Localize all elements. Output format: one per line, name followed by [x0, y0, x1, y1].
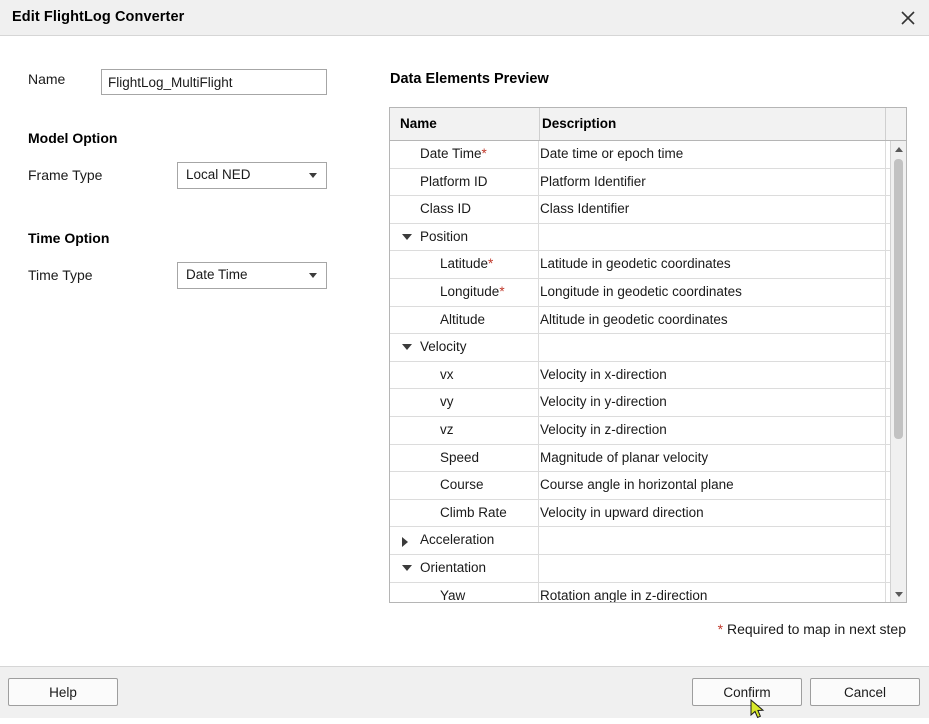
confirm-button[interactable]: Confirm: [692, 678, 802, 706]
cell-name: [390, 251, 539, 278]
cell-name: [390, 445, 539, 472]
element-name: vx: [440, 366, 454, 382]
element-name: Orientation: [420, 559, 487, 575]
cell-name: [390, 307, 539, 334]
frame-type-value: Local NED: [186, 167, 251, 182]
window-title: Edit FlightLog Converter: [12, 9, 185, 25]
help-button[interactable]: Help: [8, 678, 118, 706]
cell-name: [390, 362, 539, 389]
required-star-icon: *: [499, 283, 505, 299]
required-star-icon: *: [481, 146, 487, 161]
frame-type-dropdown[interactable]: [177, 162, 327, 189]
table-row[interactable]: [390, 527, 906, 555]
element-description: Magnitude of planar velocity: [540, 449, 709, 465]
model-option-heading: Model Option: [28, 130, 118, 146]
frame-type-label: Frame Type: [28, 167, 103, 183]
table-row[interactable]: [390, 307, 906, 335]
element-description: Class Identifier: [540, 201, 630, 217]
element-description: Velocity in z-direction: [540, 421, 667, 437]
cell-name: [390, 527, 539, 554]
table-row[interactable]: [390, 196, 906, 224]
element-description: Longitude in geodetic coordinates: [540, 283, 742, 299]
element-name: Yaw: [440, 587, 466, 602]
table-row[interactable]: [390, 251, 906, 279]
column-header-name: Name: [400, 116, 437, 131]
table-row[interactable]: [390, 169, 906, 197]
element-name: Acceleration: [420, 532, 495, 548]
cell-name: [390, 334, 539, 361]
cell-name: [390, 141, 539, 168]
table-header: [390, 108, 906, 141]
element-description: Platform Identifier: [540, 173, 646, 189]
element-name: Date Time*: [420, 146, 487, 161]
table-row[interactable]: [390, 224, 906, 252]
scroll-down-icon[interactable]: [891, 586, 906, 602]
chevron-right-icon[interactable]: [402, 537, 408, 547]
time-type-dropdown[interactable]: [177, 262, 327, 289]
element-name: Velocity: [420, 339, 467, 355]
table-row[interactable]: [390, 445, 906, 473]
chevron-down-icon: [300, 263, 326, 288]
scrollbar-thumb[interactable]: [894, 159, 903, 439]
cell-name: [390, 224, 539, 251]
element-name: Position: [420, 228, 469, 244]
close-icon[interactable]: [893, 4, 923, 32]
element-name: Climb Rate: [440, 504, 507, 520]
name-input[interactable]: [101, 69, 327, 95]
table-row[interactable]: [390, 362, 906, 390]
cancel-button[interactable]: Cancel: [810, 678, 920, 706]
time-type-label: Time Type: [28, 267, 93, 283]
chevron-down-icon: [300, 163, 326, 188]
element-name: Speed: [440, 449, 480, 465]
element-description: Velocity in x-direction: [540, 366, 667, 382]
element-name: Class ID: [420, 201, 472, 217]
column-header-description: Description: [542, 116, 617, 131]
table-row[interactable]: [390, 334, 906, 362]
table-row[interactable]: [390, 583, 906, 603]
table-row[interactable]: [390, 141, 906, 169]
table-row[interactable]: [390, 279, 906, 307]
preview-title: Data Elements Preview: [390, 71, 549, 87]
element-name: Platform ID: [420, 173, 488, 189]
required-note-star: *: [717, 621, 724, 637]
table-row[interactable]: [390, 389, 906, 417]
chevron-down-icon[interactable]: [402, 565, 412, 571]
element-name: vz: [440, 421, 454, 437]
element-name: Longitude*: [440, 283, 505, 299]
table-row[interactable]: [390, 500, 906, 528]
header-divider: [885, 108, 886, 140]
cell-name: [390, 417, 539, 444]
table-scrollbar[interactable]: [890, 141, 906, 602]
table-row[interactable]: [390, 472, 906, 500]
cell-name: [390, 389, 539, 416]
cell-name: [390, 472, 539, 499]
chevron-down-icon[interactable]: [402, 234, 412, 240]
element-description: Velocity in upward direction: [540, 504, 704, 520]
scroll-up-icon[interactable]: [891, 141, 906, 157]
data-elements-table: [389, 107, 907, 603]
required-note-text: Required to map in next step: [723, 621, 906, 637]
header-divider: [539, 108, 540, 140]
cell-name: [390, 555, 539, 582]
table-row[interactable]: [390, 555, 906, 583]
settings-panel: [0, 36, 380, 676]
dialog-footer: [0, 666, 929, 718]
element-name: Course: [440, 477, 484, 493]
window-titlebar: [0, 0, 929, 36]
cell-name: [390, 500, 539, 527]
element-description: Latitude in geodetic coordinates: [540, 256, 731, 272]
element-description: Course angle in horizontal plane: [540, 477, 734, 493]
element-name: vy: [440, 394, 454, 410]
element-description: Velocity in y-direction: [540, 394, 667, 410]
element-description: Date time or epoch time: [540, 146, 684, 161]
cell-name: [390, 196, 539, 223]
cell-name: [390, 279, 539, 306]
cell-name: [390, 583, 539, 603]
element-name: Latitude*: [440, 256, 494, 272]
time-option-heading: Time Option: [28, 230, 110, 246]
time-type-value: Date Time: [186, 267, 248, 282]
cell-name: [390, 169, 539, 196]
element-description: Altitude in geodetic coordinates: [540, 311, 728, 327]
table-rows: [390, 141, 906, 602]
chevron-down-icon[interactable]: [402, 344, 412, 350]
required-star-icon: *: [488, 256, 494, 272]
required-note: [718, 621, 906, 637]
name-label: Name: [28, 71, 66, 87]
table-row[interactable]: [390, 417, 906, 445]
element-description: Rotation angle in z-direction: [540, 587, 708, 602]
element-name: Altitude: [440, 311, 486, 327]
